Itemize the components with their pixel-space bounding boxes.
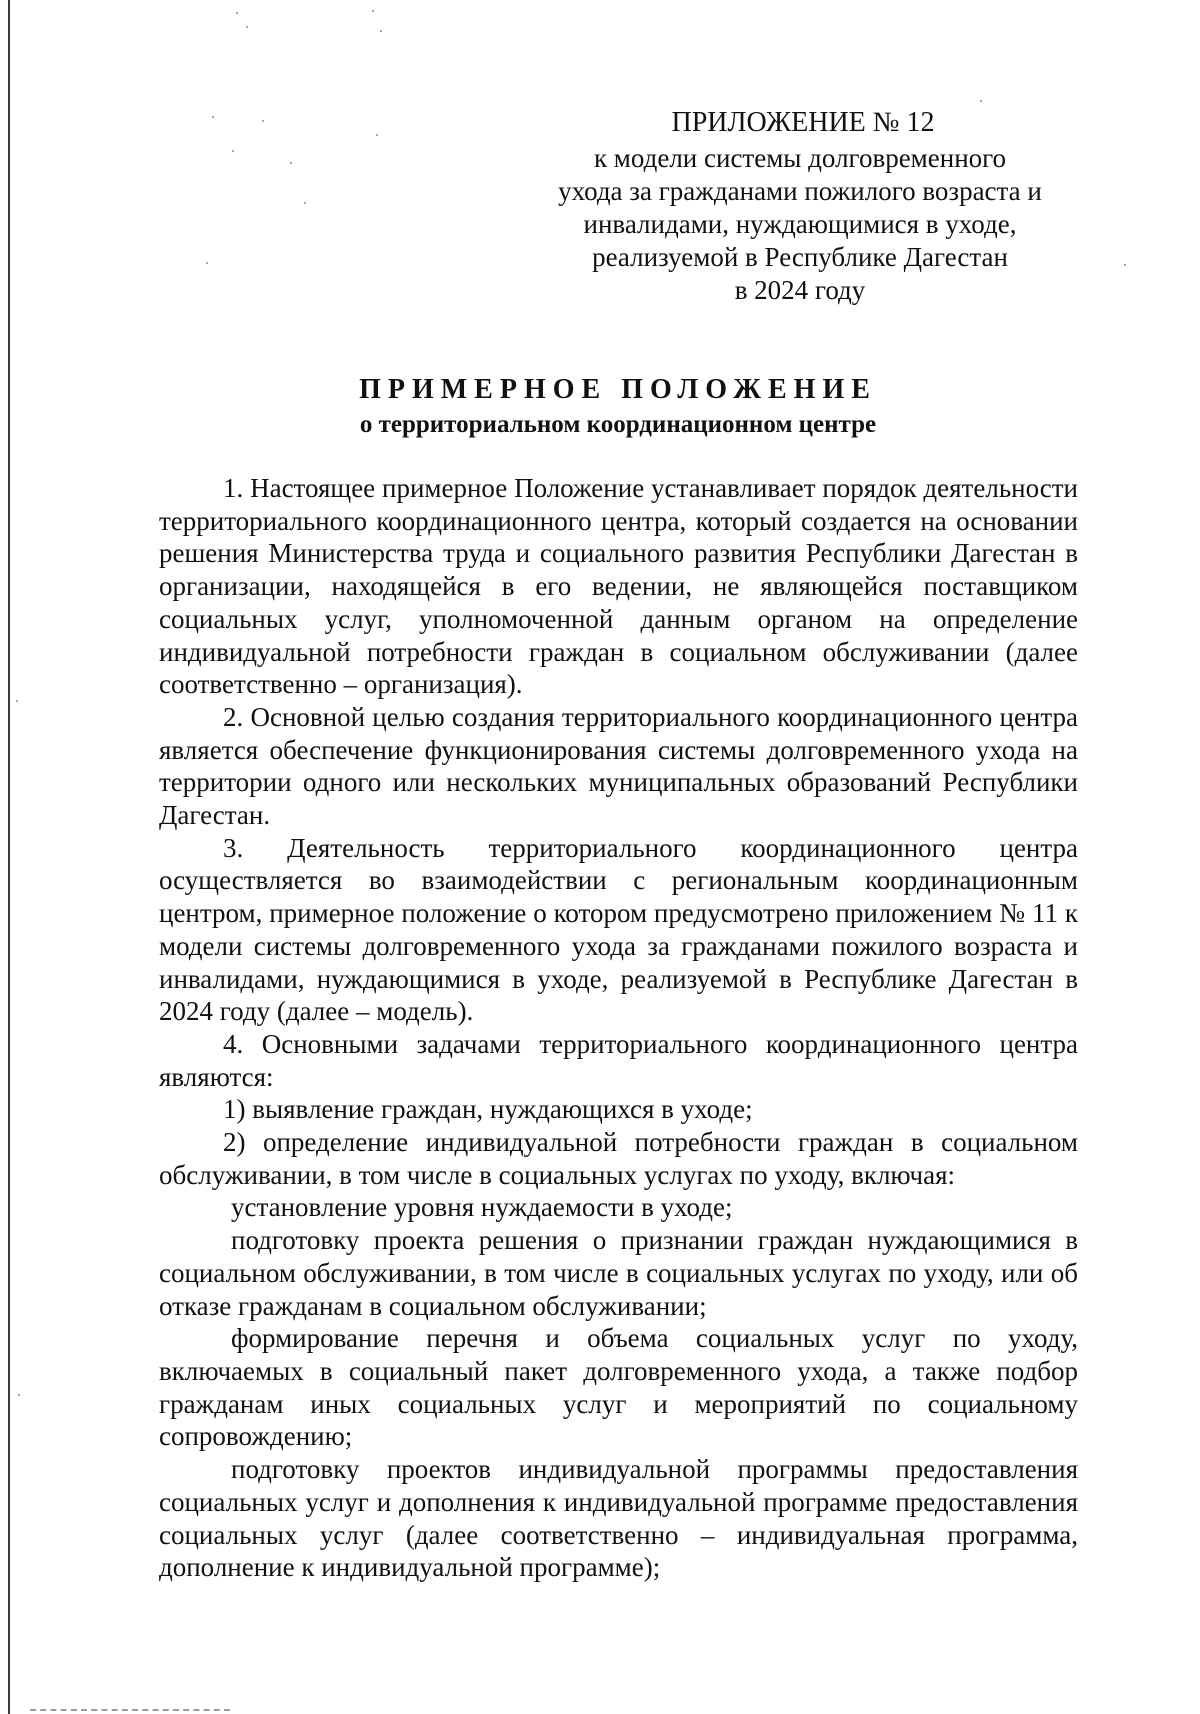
scan-speck	[372, 10, 374, 12]
appendix-title: ПРИЛОЖЕНИЕ № 12	[671, 107, 935, 138]
scan-speck	[290, 162, 292, 164]
paragraph: 3. Деятельность территориального координационного центра осуществляется во взаимодействии с региональным координационным центром, примерное положение о котором предусмотрено приложением № 11 к модели системы долговременного ухода за гражданами пожилого возраста и инвалидами, нуждающимися в уходе, реализуемой в Республике Дагестан в 2024 году (далее – модель).	[159, 832, 1078, 1027]
scan-left-edge	[8, 0, 10, 1714]
appendix-line: реализуемой в Республике Дагестан	[592, 242, 1008, 272]
scan-bottom-dash	[30, 1709, 230, 1711]
scan-speck	[236, 12, 238, 14]
list-item: 2) определение индивидуальной потребности граждан в социальном обслуживании, в том числе в социальных услугах по уходу, включая:	[159, 1127, 1078, 1190]
scan-speck	[380, 30, 382, 32]
scan-speck	[1124, 264, 1126, 266]
scan-speck	[262, 120, 264, 122]
scan-speck	[212, 116, 214, 118]
paragraph: 4. Основными задачами территориального координационного центра являются:	[159, 1028, 1078, 1092]
document-title: ПРИМЕРНОЕ ПОЛОЖЕНИЕ	[359, 374, 877, 405]
paragraph: 1. Настоящее примерное Положение устанавливает порядок деятельности территориального координационного центра, который создается на основании решения Министерства труда и социального развития Республики Дагестан в организации, находящейся в его ведении, не являющейся поставщиком социальных услуг, уполномоченной данным органом на определение индивидуальной потребности граждан в социальном обслуживании (далее соответственно – организация).	[159, 473, 1078, 700]
scan-speck	[16, 700, 18, 702]
paragraph: 2. Основной целью создания территориального координационного центра является обеспечение функционирования системы долговременного ухода на территории одного или нескольких муниципальных образований Республики Дагестан.	[159, 701, 1078, 831]
document-title-block	[158, 372, 1078, 442]
scan-speck	[18, 1394, 20, 1396]
sub-item: формирование перечня и объема социальных услуг по уходу, включаемых в социальный пакет долговременного ухода, а также подбор гражданам иных социальных услуг и мероприятий по социальному сопровождению;	[159, 1323, 1078, 1452]
sub-item: подготовку проектов индивидуальной программы предоставления социальных услуг и дополнения к индивидуальной программе предоставления социальных услуг (далее соответственно – индивидуальная программа, дополнение к индивидуальной программе);	[159, 1454, 1078, 1583]
appendix-line: инвалидами, нуждающимися в уходе,	[583, 209, 1017, 239]
appendix-line: ухода за гражданами пожилого возраста и	[558, 176, 1042, 206]
sub-item: подготовку проекта решения о признании граждан нуждающимися в социальном обслуживании, в том числе в социальных услугах по уходу, или об отказе гражданам в социальном обслуживании;	[159, 1225, 1078, 1321]
scan-speck	[304, 202, 306, 204]
scan-speck	[246, 26, 248, 28]
appendix-line: в 2024 году	[734, 275, 866, 305]
scan-speck	[980, 100, 982, 102]
scan-speck	[206, 262, 208, 264]
appendix-line: к модели системы долговременного	[593, 143, 1007, 173]
document-body	[159, 472, 1078, 1584]
document-subtitle: о территориальном координационном центре	[359, 411, 877, 438]
sub-item: установление уровня нуждаемости в уходе;	[231, 1192, 733, 1223]
scan-speck	[232, 150, 234, 152]
appendix-header	[530, 106, 1070, 307]
list-item: 1) выявление граждан, нуждающихся в уходе;	[223, 1094, 753, 1125]
scan-speck	[376, 134, 378, 136]
